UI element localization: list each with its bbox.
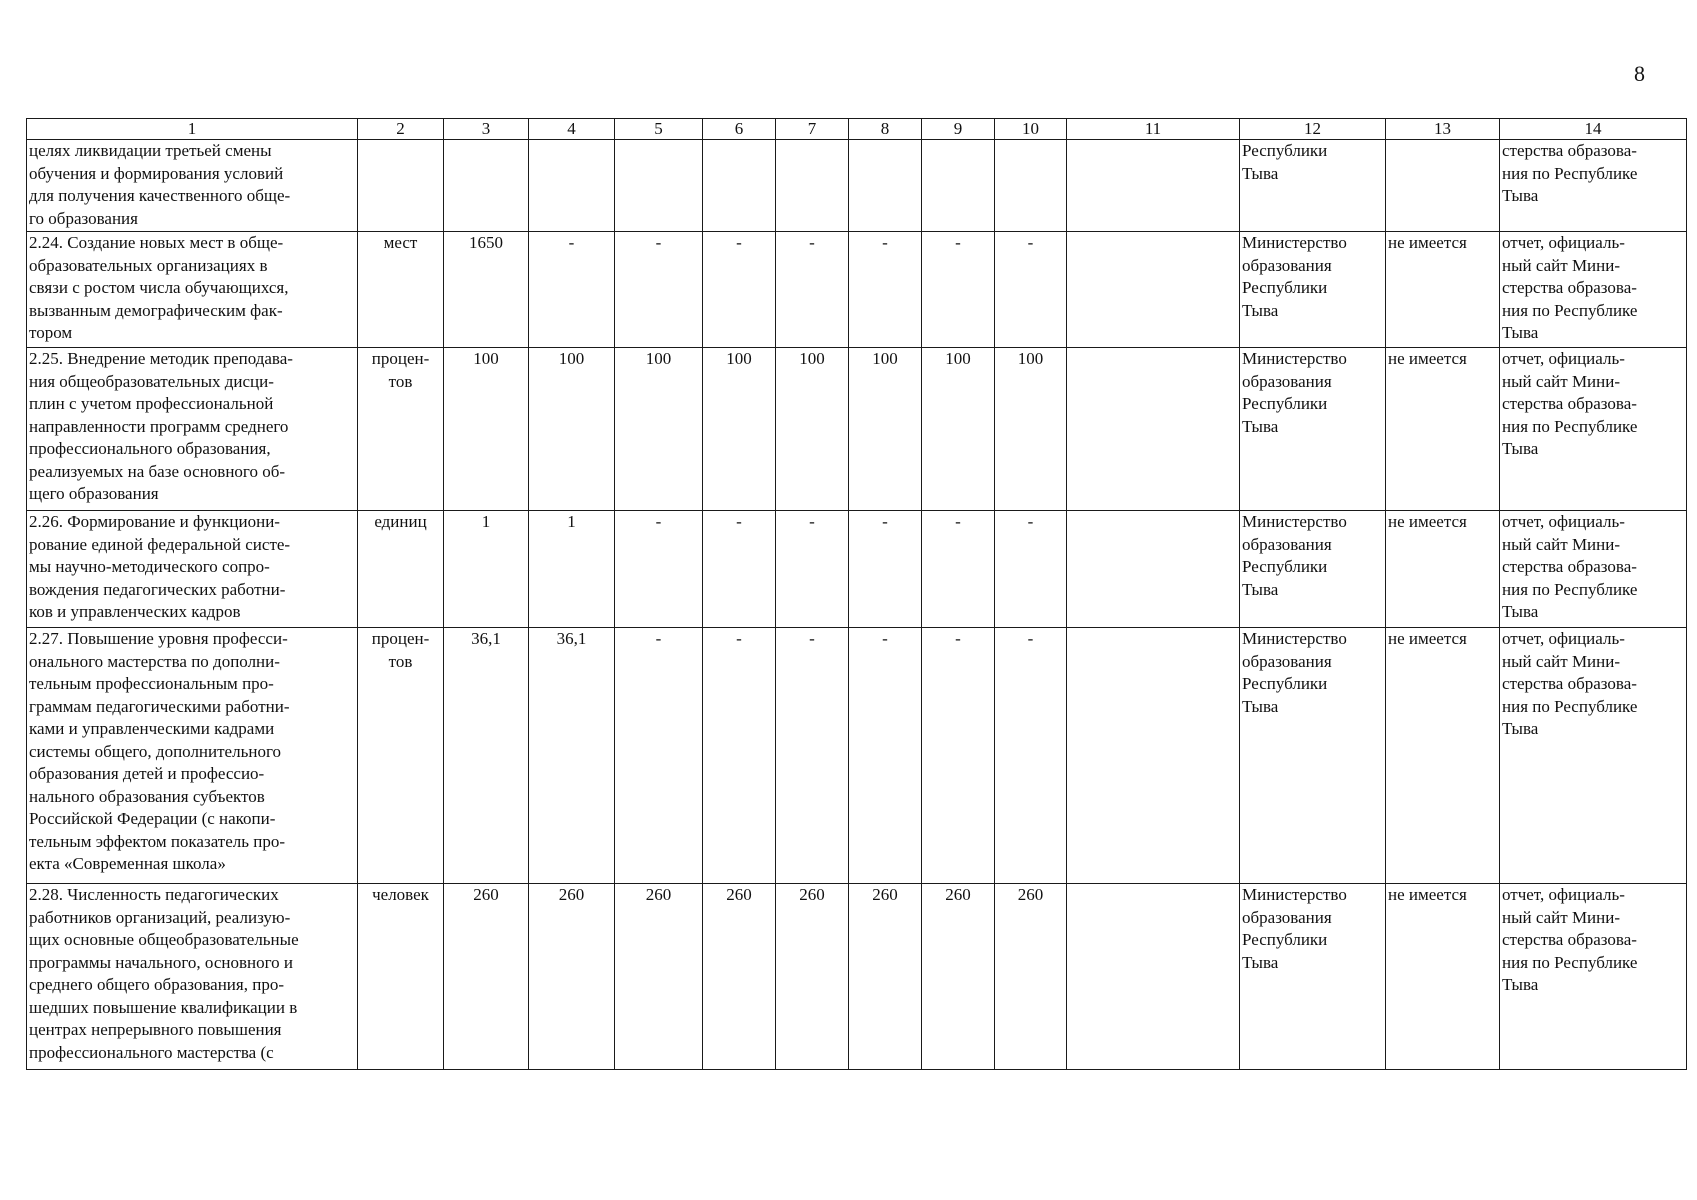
column-number: 4 [529, 119, 615, 140]
value-cell [995, 140, 1067, 232]
unit-cell: человек [358, 884, 444, 1070]
value-cell: 100 [444, 348, 529, 511]
column-13-cell: не имеется [1386, 511, 1500, 628]
table-row [27, 348, 1687, 511]
value-cell: - [703, 232, 776, 348]
value-cell: - [849, 628, 922, 884]
value-cell [776, 140, 849, 232]
value-cell: 36,1 [529, 628, 615, 884]
value-cell: 260 [849, 884, 922, 1070]
value-cell: 100 [922, 348, 995, 511]
value-cell: - [849, 232, 922, 348]
source-cell: отчет, официаль- ный сайт Мини- стерства образова- ния по Республике Тыва [1500, 348, 1687, 511]
value-cell: - [615, 511, 703, 628]
value-cell [922, 140, 995, 232]
value-cell: - [529, 232, 615, 348]
value-cell: - [703, 628, 776, 884]
column-number: 3 [444, 119, 529, 140]
source-cell: отчет, официаль- ный сайт Мини- стерства образова- ния по Республике Тыва [1500, 884, 1687, 1070]
value-cell: 100 [703, 348, 776, 511]
value-cell: - [776, 232, 849, 348]
column-11-cell [1067, 628, 1240, 884]
value-cell [849, 140, 922, 232]
value-cell [615, 140, 703, 232]
value-cell: - [615, 232, 703, 348]
column-number: 5 [615, 119, 703, 140]
column-13-cell: не имеется [1386, 628, 1500, 884]
column-number: 8 [849, 119, 922, 140]
value-cell: 100 [615, 348, 703, 511]
column-number: 2 [358, 119, 444, 140]
indicator-description: 2.26. Формирование и функциони- рование единой федеральной систе- мы научно-методического сопро- вождения педагогических работни- ков и управленческих кадров [27, 511, 358, 628]
value-cell: 260 [703, 884, 776, 1070]
source-cell: отчет, официаль- ный сайт Мини- стерства образова- ния по Республике Тыва [1500, 511, 1687, 628]
value-cell: 260 [922, 884, 995, 1070]
value-cell: - [922, 232, 995, 348]
column-13-cell: не имеется [1386, 348, 1500, 511]
unit-cell: процен- тов [358, 348, 444, 511]
value-cell [444, 140, 529, 232]
unit-cell: единиц [358, 511, 444, 628]
column-number: 7 [776, 119, 849, 140]
value-cell: 260 [615, 884, 703, 1070]
responsible-cell: Министерство образования Республики Тыва [1240, 884, 1386, 1070]
column-13-cell: не имеется [1386, 232, 1500, 348]
table-row [27, 232, 1687, 348]
indicator-description: 2.27. Повышение уровня професси- онального мастерства по дополни- тельным профессиональным про- граммам педагогическими работни- ками и управленческими кадрами системы общего, дополнительного образования детей и профессио- нального образования субъектов Российской Федерации (с накопи- тельным эффектом показатель про- екта «Современная школа» [27, 628, 358, 884]
value-cell [703, 140, 776, 232]
responsible-cell: Министерство образования Республики Тыва [1240, 232, 1386, 348]
value-cell: 260 [444, 884, 529, 1070]
unit-cell: мест [358, 232, 444, 348]
column-number: 9 [922, 119, 995, 140]
column-number: 14 [1500, 119, 1687, 140]
responsible-cell: Республики Тыва [1240, 140, 1386, 232]
column-11-cell [1067, 140, 1240, 232]
column-number: 6 [703, 119, 776, 140]
source-cell: отчет, официаль- ный сайт Мини- стерства образова- ния по Республике Тыва [1500, 628, 1687, 884]
page-number: 8 [1634, 61, 1645, 86]
column-11-cell [1067, 511, 1240, 628]
value-cell: - [922, 511, 995, 628]
value-cell: - [703, 511, 776, 628]
source-cell: стерства образова- ния по Республике Тыва [1500, 140, 1687, 232]
column-number: 13 [1386, 119, 1500, 140]
column-13-cell: не имеется [1386, 884, 1500, 1070]
value-cell: 1 [529, 511, 615, 628]
table-row [27, 628, 1687, 884]
responsible-cell: Министерство образования Республики Тыва [1240, 628, 1386, 884]
responsible-cell: Министерство образования Республики Тыва [1240, 511, 1386, 628]
column-number: 10 [995, 119, 1067, 140]
value-cell: - [776, 628, 849, 884]
column-13-cell [1386, 140, 1500, 232]
value-cell: 1650 [444, 232, 529, 348]
table-row [27, 511, 1687, 628]
column-number-row [27, 119, 1687, 140]
value-cell: 100 [529, 348, 615, 511]
value-cell: 1 [444, 511, 529, 628]
value-cell: 260 [995, 884, 1067, 1070]
unit-cell: процен- тов [358, 628, 444, 884]
column-11-cell [1067, 884, 1240, 1070]
value-cell: 100 [995, 348, 1067, 511]
column-number: 12 [1240, 119, 1386, 140]
column-number: 11 [1067, 119, 1240, 140]
value-cell [529, 140, 615, 232]
value-cell: 36,1 [444, 628, 529, 884]
indicator-description: 2.25. Внедрение методик преподава- ния общеобразовательных дисци- плин с учетом профессиональной направленности программ среднего профессионального образования, реализуемых на базе основного об- щего образования [27, 348, 358, 511]
source-cell: отчет, официаль- ный сайт Мини- стерства образова- ния по Республике Тыва [1500, 232, 1687, 348]
unit-cell [358, 140, 444, 232]
column-11-cell [1067, 232, 1240, 348]
table-row [27, 140, 1687, 232]
value-cell: - [849, 511, 922, 628]
indicator-description: 2.24. Создание новых мест в обще- образовательных организациях в связи с ростом числа обучающихся, вызванным демографическим фак- тором [27, 232, 358, 348]
value-cell: - [776, 511, 849, 628]
value-cell: - [922, 628, 995, 884]
value-cell: - [995, 232, 1067, 348]
indicator-description: целях ликвидации третьей смены обучения и формирования условий для получения качественного обще- го образования [27, 140, 358, 232]
value-cell: 100 [776, 348, 849, 511]
column-number: 1 [27, 119, 358, 140]
column-11-cell [1067, 348, 1240, 511]
value-cell: 260 [776, 884, 849, 1070]
value-cell: - [995, 511, 1067, 628]
indicator-description: 2.28. Численность педагогических работников организаций, реализую- щих основные общеобразовательные программы начального, основного и среднего общего образования, про- шедших повышение квалификации в центрах непрерывного повышения профессионального мастерства (с [27, 884, 358, 1070]
value-cell: 260 [529, 884, 615, 1070]
responsible-cell: Министерство образования Республики Тыва [1240, 348, 1386, 511]
indicators-table [26, 118, 1687, 1070]
table-row [27, 884, 1687, 1070]
value-cell: - [615, 628, 703, 884]
value-cell: 100 [849, 348, 922, 511]
value-cell: - [995, 628, 1067, 884]
